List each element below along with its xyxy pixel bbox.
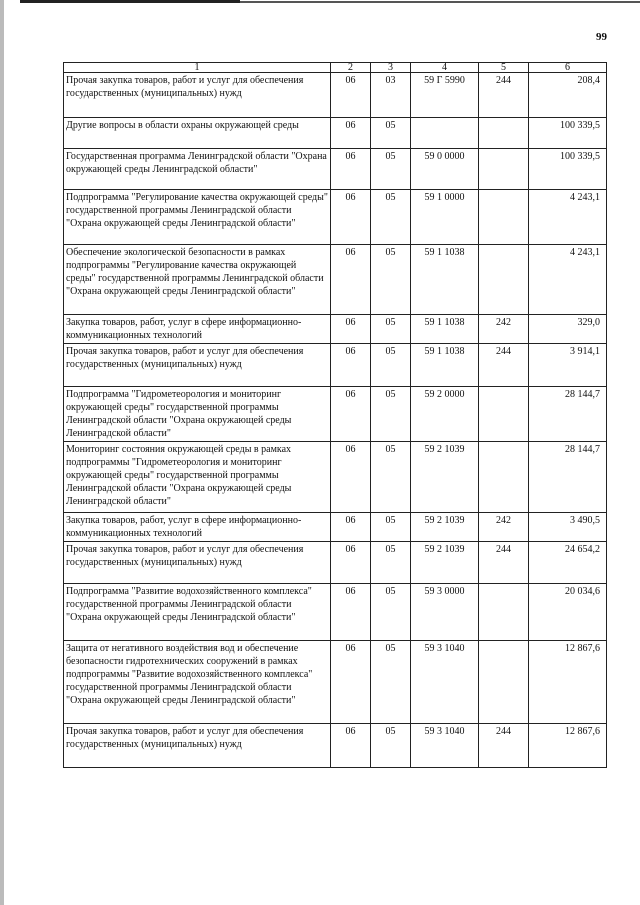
cell-csr: 59 2 0000 [411, 387, 479, 442]
table-header-row [64, 63, 607, 73]
cell-csr: 59 1 0000 [411, 190, 479, 245]
cell-vr [479, 149, 529, 190]
cell-vr [479, 641, 529, 724]
cell-vr: 242 [479, 315, 529, 344]
cell-pr: 05 [371, 344, 411, 387]
cell-rz: 06 [331, 344, 371, 387]
cell-pr: 05 [371, 641, 411, 724]
cell-name: Другие вопросы в области охраны окружающей среды [64, 118, 331, 149]
column-header: 5 [479, 63, 529, 73]
cell-sum: 329,0 [529, 315, 607, 344]
cell-rz: 06 [331, 584, 371, 641]
scan-top-rule [0, 0, 640, 4]
cell-rz: 06 [331, 442, 371, 513]
table-row [64, 542, 607, 584]
table-row [64, 73, 607, 118]
cell-rz: 06 [331, 73, 371, 118]
cell-csr: 59 3 1040 [411, 641, 479, 724]
cell-name: Закупка товаров, работ, услуг в сфере информационно-коммуникационных технологий [64, 513, 331, 542]
cell-csr: 59 2 1039 [411, 442, 479, 513]
column-header: 3 [371, 63, 411, 73]
cell-pr: 05 [371, 724, 411, 768]
cell-csr: 59 1 1038 [411, 245, 479, 315]
cell-sum: 12 867,6 [529, 724, 607, 768]
cell-sum: 28 144,7 [529, 442, 607, 513]
cell-csr: 59 0 0000 [411, 149, 479, 190]
cell-rz: 06 [331, 387, 371, 442]
cell-rz: 06 [331, 149, 371, 190]
cell-pr: 05 [371, 542, 411, 584]
cell-name: Прочая закупка товаров, работ и услуг для обеспечения государственных (муниципальных) нужд [64, 344, 331, 387]
cell-vr [479, 190, 529, 245]
cell-name: Защита от негативного воздействия вод и обеспечение безопасности гидротехнических сооружений в рамках подпрограммы "Развитие водохозяйственного комплекса" государственной программы Ленинградской области "Охрана окружающей среды Ленинградской области" [64, 641, 331, 724]
cell-name: Прочая закупка товаров, работ и услуг для обеспечения государственных (муниципальных) нужд [64, 724, 331, 768]
cell-pr: 05 [371, 245, 411, 315]
table-row [64, 149, 607, 190]
cell-rz: 06 [331, 513, 371, 542]
table-row [64, 315, 607, 344]
cell-csr: 59 Г 5990 [411, 73, 479, 118]
cell-rz: 06 [331, 245, 371, 315]
table-row [64, 513, 607, 542]
cell-csr: 59 1 1038 [411, 315, 479, 344]
cell-pr: 05 [371, 584, 411, 641]
table-row [64, 442, 607, 513]
cell-csr: 59 1 1038 [411, 344, 479, 387]
table-row [64, 118, 607, 149]
column-header: 1 [64, 63, 331, 73]
cell-sum: 100 339,5 [529, 149, 607, 190]
cell-sum: 12 867,6 [529, 641, 607, 724]
cell-rz: 06 [331, 724, 371, 768]
table-row [64, 387, 607, 442]
cell-csr: 59 2 1039 [411, 542, 479, 584]
cell-vr [479, 584, 529, 641]
cell-csr [411, 118, 479, 149]
cell-vr [479, 118, 529, 149]
budget-table [63, 62, 607, 768]
cell-csr: 59 3 1040 [411, 724, 479, 768]
cell-rz: 06 [331, 190, 371, 245]
cell-sum: 3 914,1 [529, 344, 607, 387]
cell-name: Прочая закупка товаров, работ и услуг для обеспечения государственных (муниципальных) нужд [64, 73, 331, 118]
cell-rz: 06 [331, 118, 371, 149]
cell-sum: 4 243,1 [529, 245, 607, 315]
cell-pr: 05 [371, 513, 411, 542]
cell-name: Прочая закупка товаров, работ и услуг для обеспечения государственных (муниципальных) нужд [64, 542, 331, 584]
cell-name: Подпрограмма "Регулирование качества окружающей среды" государственной программы Ленинградской области "Охрана окружающей среды Ленинградской области" [64, 190, 331, 245]
table-row [64, 641, 607, 724]
cell-vr: 242 [479, 513, 529, 542]
cell-sum: 4 243,1 [529, 190, 607, 245]
cell-pr: 05 [371, 190, 411, 245]
table-row [64, 584, 607, 641]
cell-name: Закупка товаров, работ, услуг в сфере информационно-коммуникационных технологий [64, 315, 331, 344]
cell-pr: 05 [371, 118, 411, 149]
column-header: 2 [331, 63, 371, 73]
cell-name: Обеспечение экологической безопасности в рамках подпрограммы "Регулирование качества окружающей среды" государственной программы Ленинградской области "Охрана окружающей среды Ленинградской области" [64, 245, 331, 315]
cell-sum: 100 339,5 [529, 118, 607, 149]
cell-sum: 24 654,2 [529, 542, 607, 584]
cell-vr: 244 [479, 344, 529, 387]
cell-csr: 59 3 0000 [411, 584, 479, 641]
page-number: 99 [596, 31, 607, 43]
cell-name: Подпрограмма "Развитие водохозяйственного комплекса" государственной программы Ленинградской области "Охрана окружающей среды Ленинградской области" [64, 584, 331, 641]
cell-sum: 208,4 [529, 73, 607, 118]
cell-sum: 20 034,6 [529, 584, 607, 641]
table-row [64, 190, 607, 245]
cell-vr: 244 [479, 542, 529, 584]
cell-rz: 06 [331, 542, 371, 584]
scan-edge [0, 0, 4, 905]
cell-pr: 03 [371, 73, 411, 118]
table-row [64, 245, 607, 315]
cell-vr: 244 [479, 73, 529, 118]
cell-vr [479, 245, 529, 315]
cell-pr: 05 [371, 442, 411, 513]
cell-vr [479, 442, 529, 513]
cell-name: Подпрограмма "Гидрометеорология и мониторинг окружающей среды" государственной программы Ленинградской области "Охрана окружающей среды Ленинградской области" [64, 387, 331, 442]
cell-vr: 244 [479, 724, 529, 768]
cell-sum: 3 490,5 [529, 513, 607, 542]
cell-name: Мониторинг состояния окружающей среды в рамках подпрограммы "Гидрометеорология и мониторинг окружающей среды" государственной программы Ленинградской области "Охрана окружающей среды Ленинградской области" [64, 442, 331, 513]
cell-pr: 05 [371, 315, 411, 344]
cell-vr [479, 387, 529, 442]
cell-sum: 28 144,7 [529, 387, 607, 442]
table-row [64, 724, 607, 768]
cell-name: Государственная программа Ленинградской области "Охрана окружающей среды Ленинградской области" [64, 149, 331, 190]
cell-pr: 05 [371, 387, 411, 442]
column-header: 4 [411, 63, 479, 73]
cell-pr: 05 [371, 149, 411, 190]
column-header: 6 [529, 63, 607, 73]
table-row [64, 344, 607, 387]
cell-rz: 06 [331, 641, 371, 724]
cell-csr: 59 2 1039 [411, 513, 479, 542]
cell-rz: 06 [331, 315, 371, 344]
